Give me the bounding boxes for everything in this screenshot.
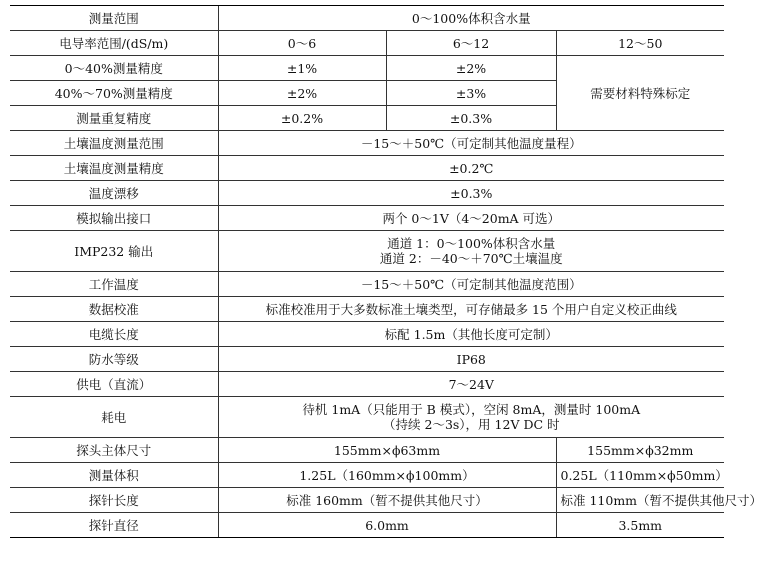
row-label: 0～40%测量精度: [10, 56, 218, 81]
table-row: [10, 6, 724, 31]
cell-line: 通道 2：－40～＋70℃土壤温度: [379, 251, 563, 266]
table-row: [10, 156, 724, 181]
row-label: 供电（直流）: [10, 372, 218, 397]
table-row: [10, 231, 724, 272]
table-cell: 0～6: [218, 31, 386, 56]
table-row: [10, 347, 724, 372]
row-label: 土壤温度测量范围: [10, 131, 218, 156]
table-cell: IP68: [218, 347, 724, 372]
table-cell: 标准校准用于大多数标准土壤类型，可存储最多 15 个用户自定义校正曲线: [218, 297, 724, 322]
row-label: 数据校准: [10, 297, 218, 322]
row-label: 电导率范围/(dS/m): [10, 31, 218, 56]
row-label: 温度漂移: [10, 181, 218, 206]
table-cell: ±2%: [386, 56, 556, 81]
row-label: 测量重复精度: [10, 106, 218, 131]
table-cell: 155mm×ϕ63mm: [218, 438, 556, 463]
row-label: 耗电: [10, 397, 218, 438]
table-cell: 7～24V: [218, 372, 724, 397]
table-cell: [218, 231, 724, 272]
table-cell: 6～12: [386, 31, 556, 56]
table-row: [10, 206, 724, 231]
table-cell: [218, 397, 724, 438]
row-label: 探头主体尺寸: [10, 438, 218, 463]
cell-line: 待机 1mA（只能用于 B 模式），空闲 8mA，测量时 100mA: [302, 402, 641, 417]
table-row: [10, 56, 724, 81]
table-row: [10, 272, 724, 297]
table-cell: ±0.3%: [218, 181, 724, 206]
row-label: 土壤温度测量精度: [10, 156, 218, 181]
row-label: IMP232 输出: [10, 231, 218, 272]
row-label: 探针直径: [10, 513, 218, 538]
spec-table: [10, 5, 762, 538]
table-cell: ±0.2%: [218, 106, 386, 131]
table-cell: －15～＋50℃（可定制其他温度量程）: [218, 131, 724, 156]
table-cell: 3.5mm: [556, 513, 724, 538]
table-row: [10, 372, 724, 397]
table-row: [10, 397, 724, 438]
table-cell: ±3%: [386, 81, 556, 106]
row-label: 40%～70%测量精度: [10, 81, 218, 106]
table-cell: 155mm×ϕ32mm: [556, 438, 724, 463]
table-cell: ±0.3%: [386, 106, 556, 131]
row-label: 测量范围: [10, 6, 218, 31]
table-cell: 12～50: [556, 31, 724, 56]
table-cell: ±0.2℃: [218, 156, 724, 181]
table-cell: 0.25L（110mm×ϕ50mm）: [556, 463, 724, 488]
row-label: 防水等级: [10, 347, 218, 372]
table-cell: 1.25L（160mm×ϕ100mm）: [218, 463, 556, 488]
row-label: 工作温度: [10, 272, 218, 297]
cell-line: （持续 2～3s），用 12V DC 时: [383, 417, 560, 432]
table-cell: 两个 0～1V（4～20mA 可选）: [218, 206, 724, 231]
table-cell: 0～100%体积含水量: [218, 6, 724, 31]
row-label: 电缆长度: [10, 322, 218, 347]
table-cell: 标准 110mm（暂不提供其他尺寸）: [556, 488, 724, 513]
table-cell: －15～＋50℃（可定制其他温度范围）: [218, 272, 724, 297]
table-row: [10, 31, 724, 56]
table-cell: 6.0mm: [218, 513, 556, 538]
table-cell: ±2%: [218, 81, 386, 106]
row-label: 模拟输出接口: [10, 206, 218, 231]
table-row: [10, 488, 724, 513]
table-cell: ±1%: [218, 56, 386, 81]
table-row: [10, 438, 724, 463]
table-cell: 标准 160mm（暂不提供其他尺寸）: [218, 488, 556, 513]
cell-line: 通道 1：0～100%体积含水量: [387, 236, 556, 251]
table-row: [10, 322, 724, 347]
row-label: 测量体积: [10, 463, 218, 488]
row-label: 探针长度: [10, 488, 218, 513]
table-cell: 标配 1.5m（其他长度可定制）: [218, 322, 724, 347]
table-row: [10, 131, 724, 156]
merged-note-cell: 需要材料特殊标定: [556, 56, 724, 131]
table-row: [10, 513, 724, 538]
table-row: [10, 297, 724, 322]
table-row: [10, 463, 724, 488]
table-row: [10, 181, 724, 206]
